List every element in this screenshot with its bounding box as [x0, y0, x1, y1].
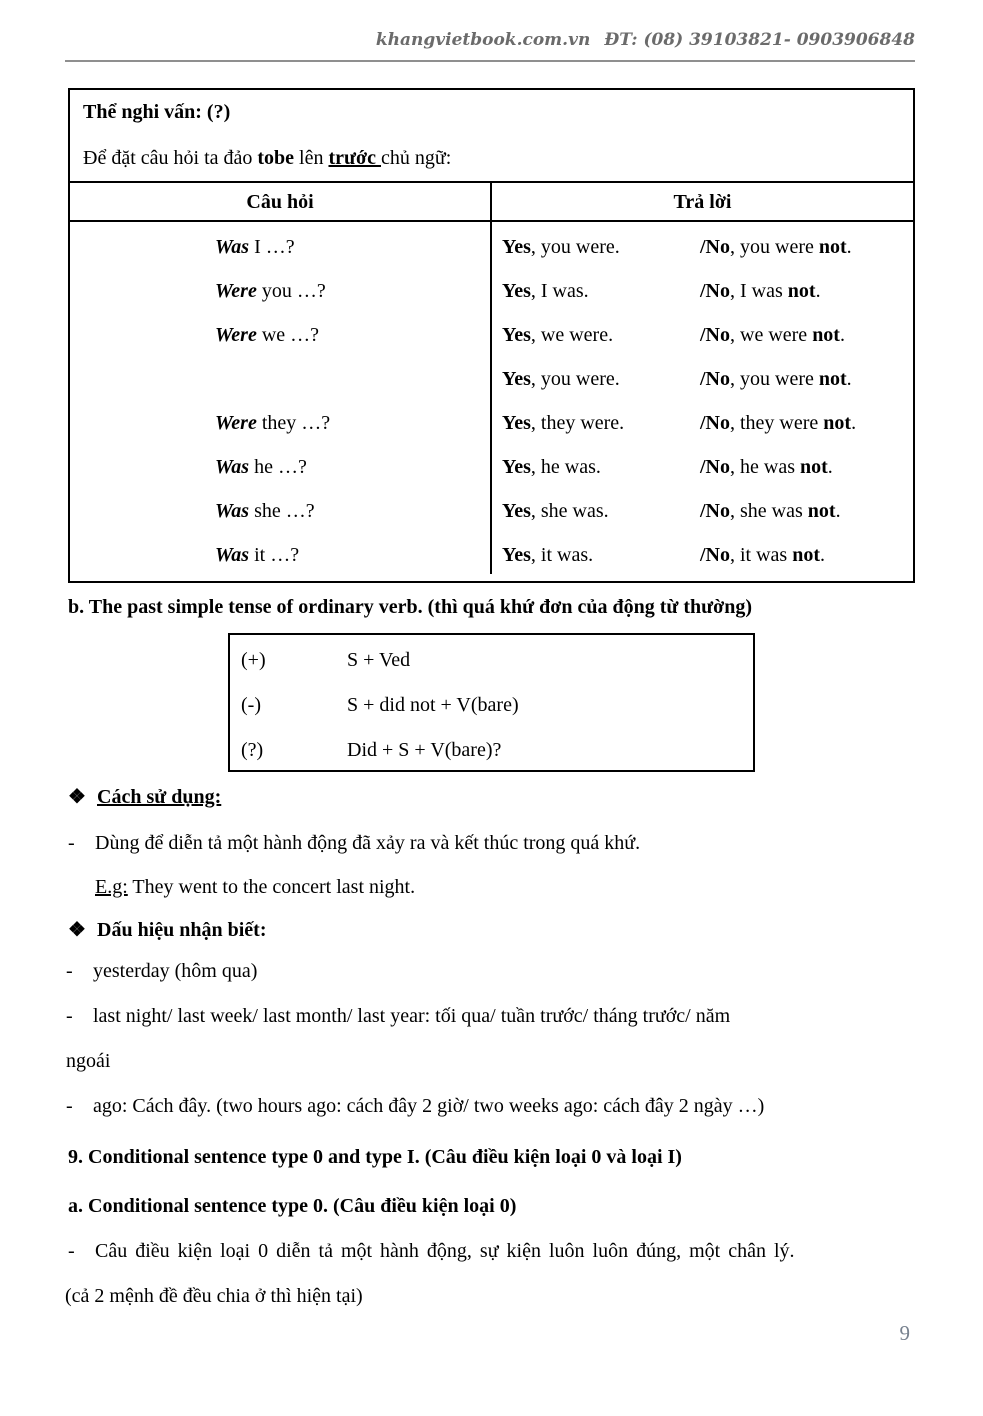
answer-yes	[502, 498, 700, 542]
text-run: Was	[215, 544, 250, 566]
section-9-heading: 9. Conditional sentence type 0 and type I. (Câu điều kiện loại 0 và loại I)	[68, 1146, 682, 1168]
answer-line	[502, 278, 913, 322]
text-run: They went to the concert last night.	[127, 876, 416, 898]
table-body	[70, 222, 913, 574]
text-run: /No	[700, 368, 730, 390]
bullet-dash: -	[66, 1005, 73, 1027]
bullet-dash: -	[66, 1095, 73, 1117]
question-line	[215, 410, 490, 454]
answer-line	[502, 498, 913, 542]
diamond-icon: ❖	[68, 786, 86, 808]
text-run: Yes	[502, 280, 531, 302]
text-run: not	[812, 324, 840, 346]
text-run: .	[835, 500, 841, 522]
header-phone: ĐT: (08) 39103821- 0903906848	[604, 30, 915, 50]
formula-text: S + Ved	[347, 649, 411, 671]
signal-text: ago: Cách đây. (two hours ago: cách đây 2 giờ/ two weeks ago: cách đây 2 ngày …)	[93, 1095, 765, 1117]
text-run: E.g:	[95, 876, 128, 898]
bullet-dash: -	[68, 1240, 75, 1262]
text-run: lên	[294, 147, 329, 169]
col-header-answer: Trả lời	[673, 191, 732, 213]
table-header-row	[70, 183, 913, 222]
formula-text: S + did not + V(bare)	[347, 694, 519, 716]
usage-example	[95, 874, 415, 900]
page-number: 9	[899, 1321, 910, 1345]
text-run: Yes	[502, 236, 531, 258]
answer-yes	[502, 322, 700, 366]
text-run: .	[846, 368, 852, 390]
signal-line	[66, 1093, 916, 1138]
signal-text: last night/ last week/ last month/ last year: tối qua/ tuần trước/ tháng trước/ năm	[93, 1005, 731, 1027]
text-run: , it was	[730, 544, 793, 566]
answer-no	[700, 542, 913, 586]
text-run: Yes	[502, 368, 531, 390]
text-run: , we were.	[530, 324, 614, 346]
signal-text: yesterday (hôm qua)	[93, 960, 258, 982]
bullet-dash: -	[66, 960, 73, 982]
text-run: .	[827, 456, 833, 478]
text-run: /No	[700, 500, 730, 522]
formula-sign: (+)	[241, 649, 266, 671]
answer-yes	[502, 542, 700, 586]
site-url: khangvietbook.com.vn	[375, 30, 591, 50]
answer-line	[502, 234, 913, 278]
text-run: , you were.	[530, 368, 620, 390]
text-run: Yes	[502, 324, 531, 346]
usage-bullet-line	[68, 830, 918, 856]
question-line	[215, 278, 490, 322]
question-line	[215, 234, 490, 278]
text-run: not	[818, 236, 847, 258]
usage-heading: Cách sử dụng:	[97, 786, 222, 808]
header-rule	[65, 60, 915, 62]
text-run: they …?	[256, 412, 331, 434]
answer-no	[700, 410, 913, 454]
text-run: Were	[215, 324, 257, 346]
answer-yes	[502, 366, 700, 410]
signal-line	[66, 958, 916, 1003]
section-9-continuation: (cả 2 mệnh đề đều chia ở thì hiện tại)	[65, 1285, 363, 1307]
answer-yes	[502, 410, 700, 454]
text-run: Để đặt câu hỏi ta đảo	[83, 147, 258, 169]
text-run: we …?	[256, 324, 320, 346]
text-run: not	[792, 544, 821, 566]
table-title: Thể nghi vấn: (?)	[83, 101, 231, 123]
text-run: I …?	[249, 236, 295, 258]
answer-no	[700, 366, 913, 410]
question-cell	[70, 222, 492, 574]
question-line	[215, 542, 490, 586]
text-run: , they were.	[530, 412, 625, 434]
answer-line	[502, 366, 913, 410]
answer-yes	[502, 278, 700, 322]
answer-no	[700, 234, 913, 278]
text-run: /No	[700, 544, 730, 566]
question-line	[215, 454, 490, 498]
table-intro-cell	[70, 90, 913, 183]
tobe-table	[68, 88, 915, 583]
answer-yes	[502, 454, 700, 498]
text-run: , we were	[730, 324, 813, 346]
bullet-dash: -	[68, 832, 75, 854]
page-header	[65, 27, 915, 53]
text-run: /No	[700, 236, 730, 258]
text-run: .	[851, 412, 857, 434]
text-run: , I was	[730, 280, 788, 302]
formula-row	[230, 737, 753, 782]
text-run: chủ ngữ:	[380, 147, 452, 169]
formula-box	[228, 633, 755, 772]
section-9a-heading: a. Conditional sentence type 0. (Câu điều kiện loại 0)	[68, 1195, 517, 1217]
text-run: not	[787, 280, 816, 302]
text-run: Yes	[502, 456, 531, 478]
text-run: Was	[215, 236, 250, 258]
text-run: Were	[215, 412, 257, 434]
answer-no	[700, 322, 913, 366]
text-run: not	[807, 500, 836, 522]
text-run: , she was.	[530, 500, 609, 522]
formula-row	[230, 692, 753, 737]
diamond-icon: ❖	[68, 919, 86, 941]
section-9-bullet-text: Câu điều kiện loại 0 diễn tả một hành động, sự kiện luôn luôn đúng, một chân lý.	[95, 1240, 795, 1262]
text-run: , she was	[730, 500, 808, 522]
formula-sign: (-)	[241, 694, 261, 716]
text-run: trước	[328, 147, 381, 169]
text-run: , they were	[730, 412, 824, 434]
answer-yes	[502, 234, 700, 278]
text-run: Yes	[502, 544, 531, 566]
text-run: .	[820, 544, 826, 566]
text-run: he …?	[249, 456, 307, 478]
signal-line	[66, 1048, 916, 1093]
text-run: /No	[700, 324, 730, 346]
signal-text: ngoái	[66, 1050, 111, 1072]
answer-line	[502, 454, 913, 498]
usage-bullet-text: Dùng để diễn tả một hành động đã xảy ra và kết thúc trong quá khứ.	[95, 832, 641, 854]
question-line	[215, 322, 490, 366]
text-run: , you were	[730, 368, 819, 390]
text-run: .	[815, 280, 821, 302]
answer-no	[700, 278, 913, 322]
answer-line	[502, 542, 913, 586]
signals-heading: Dấu hiệu nhận biết:	[97, 919, 267, 941]
section-9-bullet-line	[68, 1238, 918, 1264]
text-run: Was	[215, 500, 250, 522]
formula-sign: (?)	[241, 739, 264, 761]
text-run: .	[846, 236, 852, 258]
text-run: /No	[700, 280, 730, 302]
text-run: , you were.	[530, 236, 620, 258]
answer-line	[502, 322, 913, 366]
signals-list	[66, 958, 916, 1138]
text-run: Yes	[502, 412, 531, 434]
col-header-question: Câu hỏi	[70, 183, 492, 220]
text-run: you …?	[256, 280, 326, 302]
signals-heading-line	[68, 917, 267, 943]
text-run: not	[818, 368, 847, 390]
formula-row	[230, 647, 753, 692]
text-run: it …?	[249, 544, 300, 566]
text-run: Yes	[502, 500, 531, 522]
text-run: tobe	[257, 147, 295, 169]
text-run: not	[823, 412, 852, 434]
answer-line	[502, 410, 913, 454]
text-run: /No	[700, 456, 730, 478]
table-intro-text	[83, 145, 900, 171]
text-run: she …?	[249, 500, 315, 522]
text-run: Was	[215, 456, 250, 478]
section-b-heading: b. The past simple tense of ordinary verb. (thì quá khứ đơn của động từ thường)	[68, 596, 753, 618]
text-run: , I was.	[530, 280, 589, 302]
text-run: , he was.	[530, 456, 601, 478]
formula-text: Did + S + V(bare)?	[347, 739, 502, 761]
question-line	[215, 498, 490, 542]
answer-no	[700, 498, 913, 542]
text-run: , it was.	[530, 544, 594, 566]
text-run: /No	[700, 412, 730, 434]
text-run: not	[799, 456, 828, 478]
text-run: .	[839, 324, 845, 346]
usage-heading-line	[68, 784, 221, 810]
text-run: Were	[215, 280, 257, 302]
text-run: , he was	[730, 456, 800, 478]
answer-cell	[492, 222, 913, 574]
text-run: , you were	[730, 236, 819, 258]
signal-line	[66, 1003, 916, 1048]
answer-no	[700, 454, 913, 498]
question-line	[215, 366, 490, 410]
